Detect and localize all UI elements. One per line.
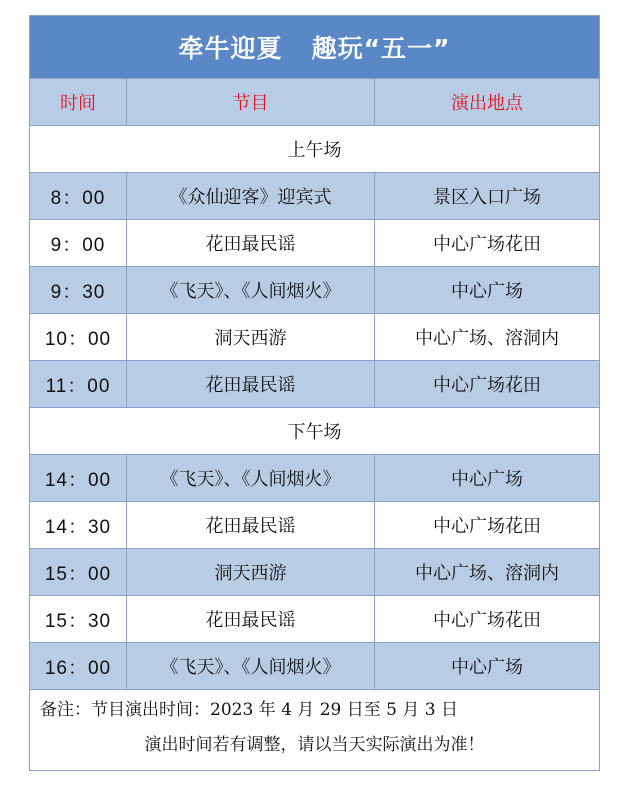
- table-row: [30, 220, 599, 267]
- time-cell: 15：30: [30, 596, 127, 642]
- header-row: [30, 79, 599, 126]
- location-cell: 中心广场、溶洞内: [415, 563, 559, 584]
- time-cell: 9：30: [30, 267, 127, 313]
- header-time: 时间: [30, 79, 127, 125]
- table-row: [30, 267, 599, 314]
- table-row: [30, 455, 599, 502]
- table-row: [30, 549, 599, 596]
- program-cell: 洞天西游: [127, 314, 375, 360]
- location-cell: 中心广场: [451, 657, 523, 678]
- table-row: [30, 596, 599, 643]
- schedule-body: [30, 126, 599, 690]
- program-cell: 洞天西游: [127, 549, 375, 595]
- program-cell: 花田最民谣: [127, 502, 375, 548]
- program-cell: 《飞天》、《人间烟火》: [127, 455, 375, 501]
- table-row: [30, 173, 599, 220]
- time-cell: 14：00: [30, 455, 127, 501]
- header-location: 演出地点: [451, 93, 523, 114]
- program-cell: 《飞天》、《人间烟火》: [127, 643, 375, 689]
- program-cell: 《飞天》、《人间烟火》: [127, 267, 375, 313]
- program-cell: 花田最民谣: [127, 361, 375, 407]
- time-cell: 16：00: [30, 643, 127, 689]
- location-cell: 中心广场花田: [433, 375, 541, 396]
- session-label: 上午场: [30, 126, 599, 173]
- time-cell: 8：00: [30, 173, 127, 219]
- note-adjustment: 演出时间若有调整，请以当天实际演出为准！: [144, 735, 485, 755]
- table-title: 牵牛迎夏 趣玩“五一”: [30, 16, 599, 79]
- location-cell: 中心广场、溶洞内: [415, 328, 559, 349]
- location-cell: 中心广场: [451, 281, 523, 302]
- notes: [30, 690, 599, 770]
- header-program: 节目: [127, 79, 375, 125]
- table-row: [30, 502, 599, 549]
- location-cell: 景区入口广场: [433, 187, 541, 208]
- location-cell: 中心广场花田: [433, 610, 541, 631]
- program-cell: 花田最民谣: [127, 596, 375, 642]
- session-label: 下午场: [30, 408, 599, 455]
- time-cell: 10：00: [30, 314, 127, 360]
- time-cell: 15：00: [30, 549, 127, 595]
- location-cell: 中心广场: [451, 469, 523, 490]
- time-cell: 9：00: [30, 220, 127, 266]
- note-dates: 备注：节目演出时间：2023 年 4 月 29 日至 5 月 3 日: [40, 700, 458, 720]
- time-cell: 14：30: [30, 502, 127, 548]
- location-cell: 中心广场花田: [433, 516, 541, 537]
- program-cell: 花田最民谣: [127, 220, 375, 266]
- time-cell: 11：00: [30, 361, 127, 407]
- location-cell: 中心广场花田: [433, 234, 541, 255]
- program-cell: 《众仙迎客》迎宾式: [127, 173, 375, 219]
- schedule-table: [29, 15, 600, 771]
- table-row: [30, 361, 599, 408]
- table-row: [30, 643, 599, 690]
- table-row: [30, 314, 599, 361]
